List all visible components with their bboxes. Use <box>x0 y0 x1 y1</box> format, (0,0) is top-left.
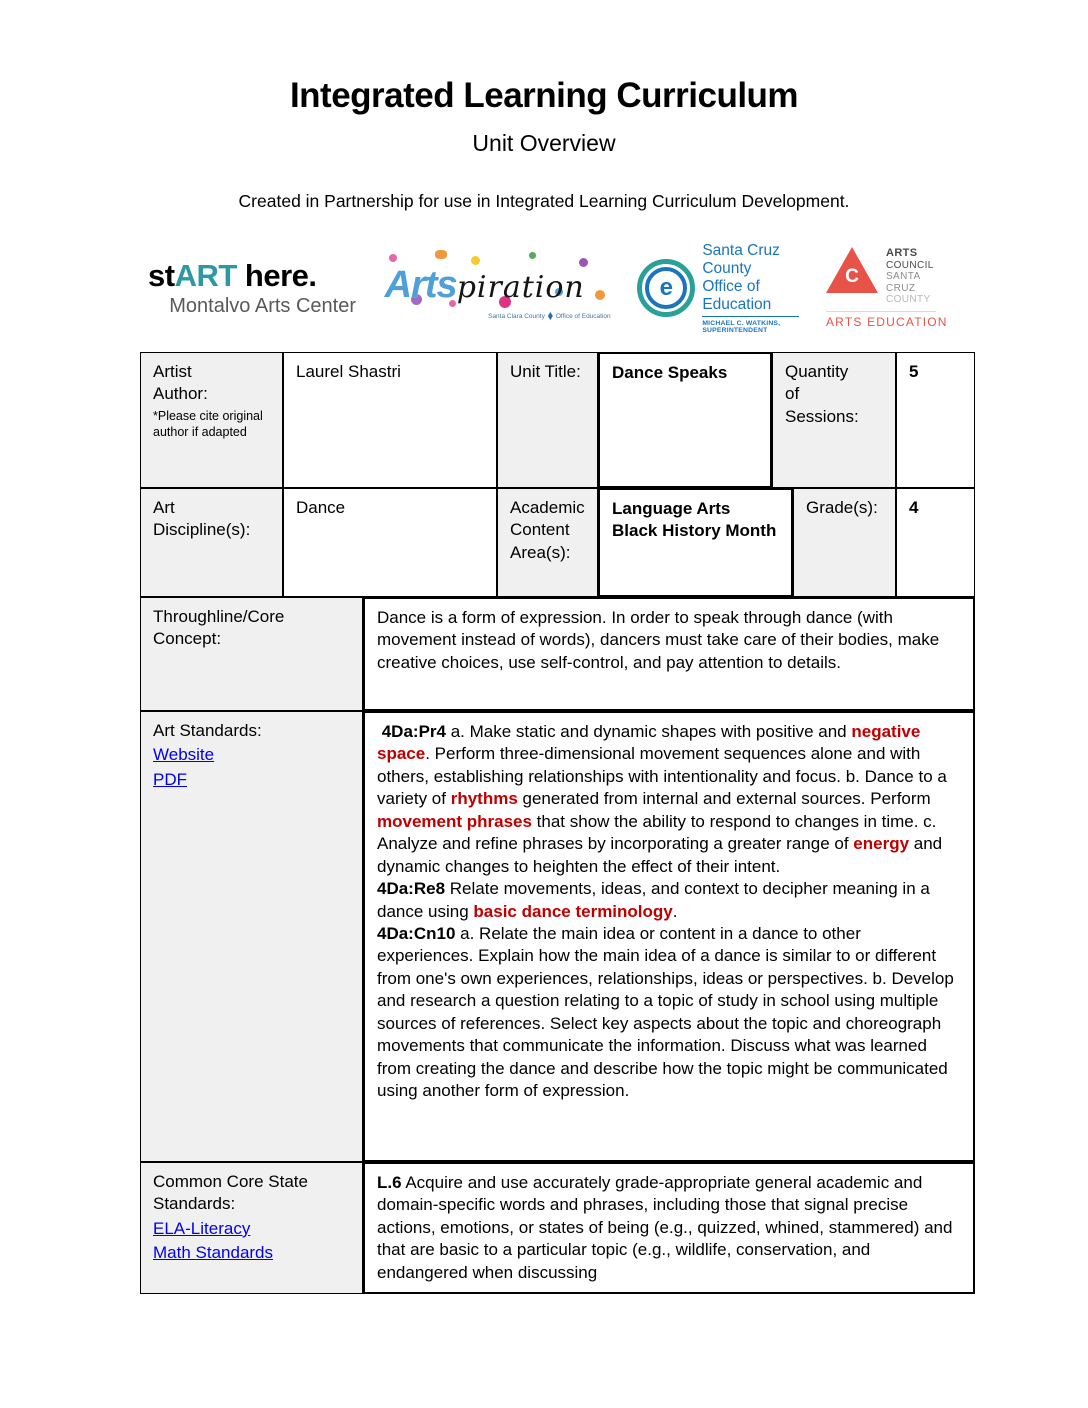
throughline-body-cell <box>363 597 975 711</box>
math-standards-link[interactable]: Math Standards <box>153 1243 274 1263</box>
art-standards-body-cell: 4Da:Pr4 a. Make static and dynamic shapes with positive and negative space. Perform three-dimensional movement sequences alone and with others, establishing relationships with intentionality and focus. b. Dance to a variety of rhythms generated from internal and external sources. Perform movement phrases that show the ability to respond to changes in time. c. Analyze and refine phrases by incorporating a greater range of energy and dynamic changes to heighten the effect of their intent. 4Da:Re8 Relate movements, ideas, and context to decipher meaning in a dance using basic dance terminology. 4Da:Cn10 a. Relate the main idea or content in a dance to other experiences. Explain how the main idea of a dance is similar to or different from one's own experiences, relationships, ideas or perspectives. b. Develop and research a question relating to a topic of study in school using multiple sources of references. Select key aspects about the topic and choreograph movements that communicate the information. Discuss what was learned from creating the dance and describe how the topic might be communicated using another form of expression. <box>363 711 975 1162</box>
unit-overview-table <box>140 352 975 1294</box>
academic-area-label-cell <box>497 488 598 597</box>
scoe-line1: Santa Cruz County <box>702 242 780 278</box>
art-standards-label-cell <box>140 711 363 1162</box>
artspiration-subtext-left: Santa Clara County <box>488 312 545 320</box>
arts-council-line1: ARTS <box>885 247 918 260</box>
arts-council-line2: COUNCIL <box>885 259 934 271</box>
grades-label-cell <box>793 488 896 597</box>
arts-education-label: ARTS EDUCATION <box>826 311 936 329</box>
arts-council-triangle-icon <box>826 247 878 293</box>
academic-area-value-cell <box>598 488 793 597</box>
throughline-label: Throughline/Core Concept: <box>153 607 285 649</box>
page-title: Integrated Learning Curriculum <box>289 76 799 115</box>
figure-icon <box>548 312 553 320</box>
unit-title-label-cell <box>497 352 598 488</box>
scoe-monogram: e <box>659 274 673 301</box>
artspiration-logo <box>383 250 611 326</box>
artspiration-piration: piration <box>456 270 585 305</box>
ela-literacy-link[interactable]: ELA-Literacy <box>153 1218 251 1238</box>
artspiration-subtext-right: Office of Education <box>555 312 611 320</box>
start-here-st: st <box>148 258 175 293</box>
table-row <box>140 1162 975 1294</box>
artist-author-value: Laurel Shastri <box>296 362 401 381</box>
throughline-body: Dance is a form of expression. In order to speak through dance (with movement instead of words), dancers must take care of their bodies, make creative choices, use self-control, and pay attention to details. <box>377 608 940 672</box>
start-here-art: ART <box>174 258 237 293</box>
start-here-wordmark <box>148 258 356 294</box>
arts-council-monogram: C <box>845 266 859 288</box>
art-discipline-label: Art Discipline(s): <box>153 498 251 540</box>
start-here-here: here. <box>236 258 317 293</box>
scoe-superintendent: MICHAEL C. WATKINS, SUPERINTENDENT <box>702 319 781 334</box>
academic-area-label: Academic Content Area(s): <box>510 498 585 562</box>
academic-area-line1: Language Arts <box>612 499 731 518</box>
academic-area-line2: Black History Month <box>612 521 777 541</box>
common-core-label: Common Core State Standards: <box>153 1172 308 1214</box>
artist-author-label: Artist Author: <box>153 362 208 404</box>
santa-cruz-coe-logo <box>637 242 799 333</box>
artspiration-wordmark <box>385 264 585 307</box>
grades-value: 4 <box>909 498 919 517</box>
website-link[interactable]: Website <box>153 745 215 765</box>
artist-author-value-cell <box>283 352 497 488</box>
unit-title-label: Unit Title: <box>510 362 581 381</box>
sessions-label-cell <box>772 352 896 488</box>
table-row <box>140 597 975 711</box>
arts-council-line4: CRUZ <box>885 282 916 294</box>
arts-council-logo <box>825 247 948 329</box>
artspiration-subtext <box>488 312 611 320</box>
pdf-link[interactable]: PDF <box>153 769 187 789</box>
throughline-label-cell <box>140 597 363 711</box>
arts-council-line5: COUNTY <box>885 294 931 306</box>
page-subtitle: Unit Overview <box>472 130 616 156</box>
scoe-rings-icon <box>637 259 695 317</box>
paint-splatter-icon <box>529 252 536 259</box>
table-row <box>140 488 975 597</box>
sessions-value: 5 <box>909 362 919 381</box>
scoe-line2: Office of Education <box>702 278 799 317</box>
table-row <box>140 352 975 488</box>
art-discipline-value-cell <box>283 488 497 597</box>
artist-author-label-cell <box>140 352 283 488</box>
common-core-body-cell: L.6 Acquire and use accurately grade-appropriate general academic and domain-specific words and phrases, including those that signal precise actions, emotions, or states of being (e.g., quizzed, whined, stammered) and that are basic to a particular topic (e.g., wildlife, conservation, and endangered when discussing <box>363 1162 975 1294</box>
table-row <box>140 711 975 1162</box>
unit-title-value: Dance Speaks <box>612 363 728 382</box>
grades-label: Grade(s): <box>806 498 878 517</box>
partnership-line: Created in Partnership for use in Integrated Learning Curriculum Development. <box>238 191 850 211</box>
art-discipline-value: Dance <box>296 498 346 517</box>
artspiration-arts: Arts <box>384 264 457 306</box>
paint-splatter-icon <box>389 254 397 262</box>
paint-splatter-icon <box>595 290 605 300</box>
arts-council-line3: SANTA <box>885 271 921 283</box>
paint-splatter-icon <box>435 250 447 259</box>
sessions-value-cell <box>896 352 975 488</box>
common-core-label-cell <box>140 1162 363 1294</box>
art-discipline-label-cell <box>140 488 283 597</box>
montalvo-label: Montalvo Arts Center <box>169 295 356 317</box>
art-standards-label: Art Standards: <box>153 721 262 740</box>
unit-title-value-cell <box>598 352 772 488</box>
grades-value-cell <box>896 488 975 597</box>
montalvo-arts-center-logo <box>148 258 356 318</box>
artist-author-note: *Please cite original author if adapted <box>153 408 263 439</box>
partner-logos <box>148 242 948 334</box>
sessions-label: Quantity of Sessions: <box>785 362 859 426</box>
